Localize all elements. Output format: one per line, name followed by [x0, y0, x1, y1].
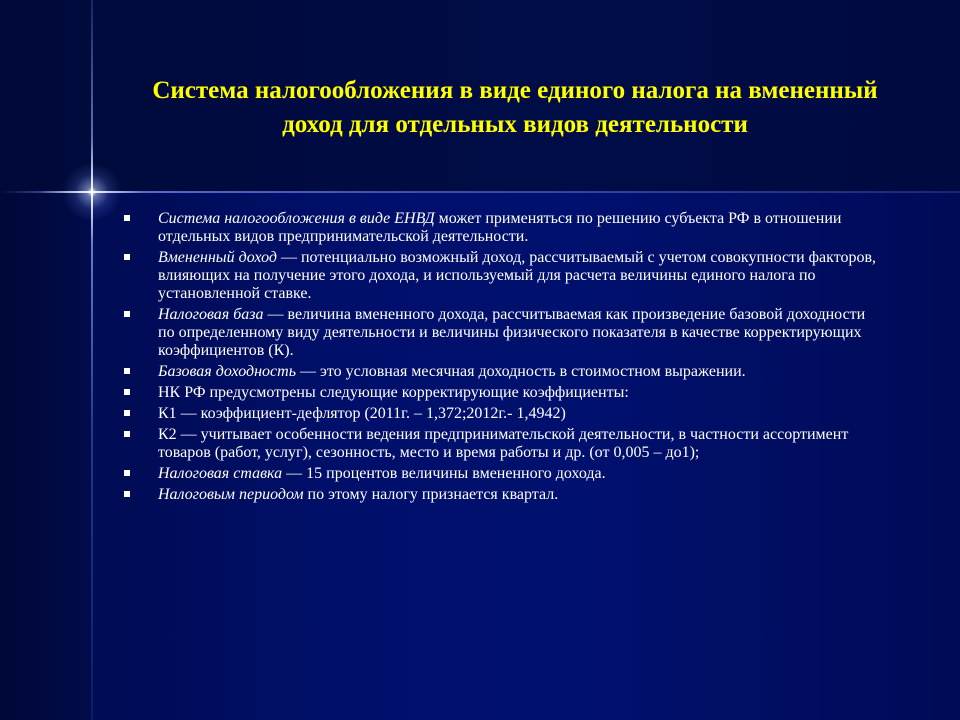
square-bullet-icon: [124, 215, 130, 221]
square-bullet-icon: [124, 410, 130, 416]
bullet-term: Налоговым периодом: [158, 486, 304, 503]
list-item: [120, 210, 880, 246]
square-bullet-icon: [124, 431, 130, 437]
bullet-text: — 15 процентов величины вмененного дохода.: [282, 465, 606, 482]
bullet-term: Налоговая база: [158, 306, 264, 323]
vertical-line: [91, 0, 93, 720]
list-item: [120, 384, 880, 402]
bullet-text: К1 — коэффициент-дефлятор (2011г. – 1,372;2012г.- 1,4942): [158, 405, 566, 422]
list-item: [120, 405, 880, 423]
left-column: [0, 192, 92, 720]
list-item: [120, 363, 880, 381]
bullet-text: — величина вмененного дохода, рассчитываемая как произведение базовой доходности по определенному виду деятельности и величины физического показателя в качестве корректирующих коэффициентов (К).: [158, 306, 866, 359]
sparkle-ray-vertical: [91, 140, 93, 244]
bullet-text: К2 — учитывает особенности ведения предпринимательской деятельности, в частности ассортимент товаров (работ, услуг), сезонность, место и время работы и др. (от 0,005 – до1);: [158, 426, 849, 461]
square-bullet-icon: [124, 491, 130, 497]
slide-title: Система налогообложения в виде единого налога на вмененный доход для отдельных видов деятельности: [152, 77, 878, 138]
bullet-term: Базовая доходность: [158, 363, 296, 380]
square-bullet-icon: [124, 389, 130, 395]
bullet-list: [120, 210, 880, 507]
bullet-term: Система налогообложения в виде ЕНВД: [158, 210, 435, 227]
bullet-text: НК РФ предусмотрены следующие корректирующие коэффициенты:: [158, 384, 629, 401]
list-item: [120, 486, 880, 504]
bullet-text: — это условная месячная доходность в стоимостном выражении.: [295, 363, 746, 380]
square-bullet-icon: [124, 470, 130, 476]
list-item: [120, 465, 880, 483]
square-bullet-icon: [124, 311, 130, 317]
bullet-term: Налоговая ставка: [158, 465, 283, 482]
list-item: [120, 249, 880, 303]
bullet-text: может применяться по решению субъекта РФ в отношении отдельных видов предпринимательской деятельности.: [158, 210, 842, 245]
square-bullet-icon: [124, 368, 130, 374]
list-item: [120, 426, 880, 462]
bullet-term: Вмененный доход: [158, 249, 277, 266]
separator-line: [0, 191, 960, 193]
bullet-text: — потенциально возможный доход, рассчитываемый с учетом совокупности факторов, влияющих на получение этого дохода, и используемый для расчета величины единого налога по установленной ставке.: [158, 249, 877, 302]
list-item: [120, 306, 880, 360]
square-bullet-icon: [124, 254, 130, 260]
bullet-text: по этому налогу признается квартал.: [303, 486, 559, 503]
